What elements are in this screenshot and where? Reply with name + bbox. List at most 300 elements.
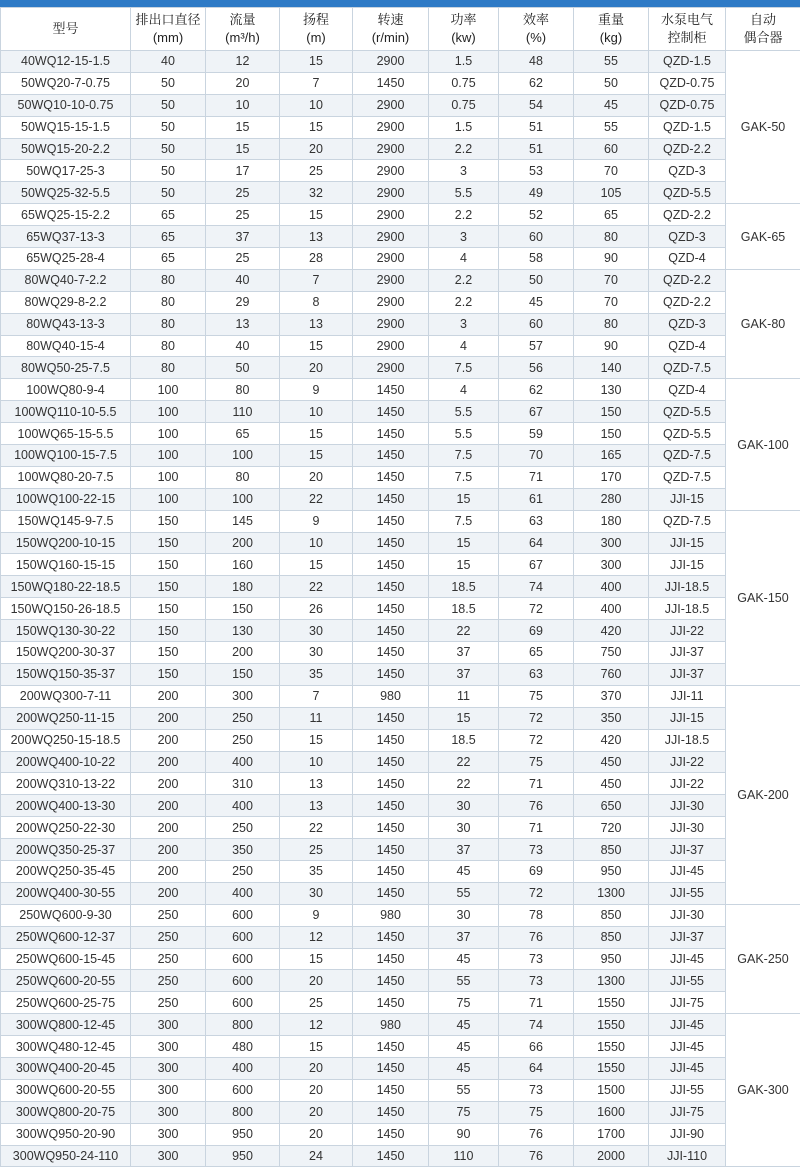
cabinet-cell: JJI-22	[649, 751, 726, 773]
table-row	[1, 1079, 800, 1101]
efficiency-cell: 72	[499, 707, 574, 729]
efficiency-cell: 73	[499, 948, 574, 970]
table-row	[1, 554, 800, 576]
efficiency-cell: 73	[499, 1079, 574, 1101]
weight-cell: 150	[574, 401, 649, 423]
speed-cell: 1450	[353, 379, 429, 401]
cabinet-cell: QZD-2.2	[649, 138, 726, 160]
speed-cell: 1450	[353, 707, 429, 729]
model-cell: 150WQ180-22-18.5	[1, 576, 131, 598]
cabinet-cell: QZD-1.5	[649, 51, 726, 73]
cabinet-cell: QZD-5.5	[649, 423, 726, 445]
efficiency-cell: 45	[499, 291, 574, 313]
efficiency-cell: 52	[499, 204, 574, 226]
model-cell: 300WQ600-20-55	[1, 1079, 131, 1101]
diameter-cell: 100	[131, 466, 206, 488]
cabinet-cell: QZD-2.2	[649, 291, 726, 313]
efficiency-cell: 70	[499, 445, 574, 467]
flow-cell: 40	[206, 335, 280, 357]
power-cell: 5.5	[429, 401, 499, 423]
table-header-row	[1, 8, 800, 51]
weight-cell: 720	[574, 817, 649, 839]
flow-cell: 15	[206, 138, 280, 160]
head-cell: 9	[280, 904, 353, 926]
model-cell: 50WQ20-7-0.75	[1, 72, 131, 94]
power-cell: 0.75	[429, 72, 499, 94]
model-cell: 200WQ400-10-22	[1, 751, 131, 773]
speed-cell: 2900	[353, 94, 429, 116]
head-cell: 26	[280, 598, 353, 620]
table-row	[1, 970, 800, 992]
flow-cell: 300	[206, 685, 280, 707]
pump-spec-table	[0, 7, 800, 1167]
table-row	[1, 488, 800, 510]
flow-cell: 80	[206, 466, 280, 488]
power-cell: 2.2	[429, 269, 499, 291]
diameter-cell: 150	[131, 510, 206, 532]
speed-cell: 1450	[353, 860, 429, 882]
table-row	[1, 466, 800, 488]
table-row	[1, 248, 800, 270]
speed-cell: 1450	[353, 445, 429, 467]
speed-cell: 2900	[353, 51, 429, 73]
speed-cell: 1450	[353, 926, 429, 948]
flow-cell: 800	[206, 1101, 280, 1123]
column-header	[353, 8, 429, 51]
column-header-line2: (m³/h)	[206, 29, 279, 47]
power-cell: 3	[429, 226, 499, 248]
flow-cell: 250	[206, 817, 280, 839]
weight-cell: 105	[574, 182, 649, 204]
weight-cell: 400	[574, 598, 649, 620]
table-row	[1, 313, 800, 335]
model-cell: 200WQ250-35-45	[1, 860, 131, 882]
flow-cell: 150	[206, 663, 280, 685]
cabinet-cell: JJI-15	[649, 532, 726, 554]
diameter-cell: 200	[131, 773, 206, 795]
flow-cell: 25	[206, 248, 280, 270]
speed-cell: 1450	[353, 620, 429, 642]
diameter-cell: 300	[131, 1101, 206, 1123]
cabinet-cell: JJI-37	[649, 642, 726, 664]
model-cell: 300WQ800-12-45	[1, 1014, 131, 1036]
weight-cell: 950	[574, 948, 649, 970]
diameter-cell: 150	[131, 576, 206, 598]
model-cell: 200WQ350-25-37	[1, 839, 131, 861]
cabinet-cell: QZD-3	[649, 160, 726, 182]
model-cell: 50WQ25-32-5.5	[1, 182, 131, 204]
speed-cell: 2900	[353, 357, 429, 379]
model-cell: 200WQ250-11-15	[1, 707, 131, 729]
efficiency-cell: 71	[499, 817, 574, 839]
weight-cell: 1550	[574, 1057, 649, 1079]
cabinet-cell: QZD-0.75	[649, 94, 726, 116]
table-row	[1, 707, 800, 729]
table-row	[1, 751, 800, 773]
weight-cell: 1550	[574, 992, 649, 1014]
efficiency-cell: 64	[499, 532, 574, 554]
head-cell: 15	[280, 423, 353, 445]
flow-cell: 12	[206, 51, 280, 73]
head-cell: 30	[280, 882, 353, 904]
head-cell: 7	[280, 72, 353, 94]
table-row	[1, 291, 800, 313]
speed-cell: 2900	[353, 116, 429, 138]
model-cell: 100WQ100-15-7.5	[1, 445, 131, 467]
head-cell: 10	[280, 94, 353, 116]
efficiency-cell: 63	[499, 663, 574, 685]
power-cell: 90	[429, 1123, 499, 1145]
weight-cell: 1550	[574, 1036, 649, 1058]
flow-cell: 800	[206, 1014, 280, 1036]
head-cell: 13	[280, 795, 353, 817]
power-cell: 45	[429, 1057, 499, 1079]
efficiency-cell: 54	[499, 94, 574, 116]
head-cell: 25	[280, 839, 353, 861]
power-cell: 15	[429, 554, 499, 576]
cabinet-cell: JJI-18.5	[649, 729, 726, 751]
diameter-cell: 150	[131, 642, 206, 664]
weight-cell: 1300	[574, 970, 649, 992]
cabinet-cell: JJI-30	[649, 904, 726, 926]
head-cell: 20	[280, 1101, 353, 1123]
weight-cell: 55	[574, 51, 649, 73]
speed-cell: 980	[353, 1014, 429, 1036]
column-header-line1: 转速	[353, 11, 428, 29]
efficiency-cell: 71	[499, 773, 574, 795]
table-row	[1, 1101, 800, 1123]
model-cell: 100WQ110-10-5.5	[1, 401, 131, 423]
efficiency-cell: 76	[499, 1123, 574, 1145]
speed-cell: 1450	[353, 554, 429, 576]
table-row	[1, 992, 800, 1014]
table-row	[1, 904, 800, 926]
efficiency-cell: 69	[499, 860, 574, 882]
weight-cell: 400	[574, 576, 649, 598]
cabinet-cell: QZD-7.5	[649, 445, 726, 467]
table-row	[1, 182, 800, 204]
head-cell: 30	[280, 642, 353, 664]
flow-cell: 350	[206, 839, 280, 861]
table-row	[1, 160, 800, 182]
diameter-cell: 65	[131, 204, 206, 226]
power-cell: 22	[429, 751, 499, 773]
weight-cell: 45	[574, 94, 649, 116]
table-row	[1, 226, 800, 248]
diameter-cell: 80	[131, 313, 206, 335]
cabinet-cell: QZD-4	[649, 379, 726, 401]
column-header	[726, 8, 800, 51]
model-cell: 250WQ600-9-30	[1, 904, 131, 926]
cabinet-cell: QZD-7.5	[649, 357, 726, 379]
model-cell: 100WQ65-15-5.5	[1, 423, 131, 445]
efficiency-cell: 62	[499, 72, 574, 94]
cabinet-cell: JJI-37	[649, 926, 726, 948]
table-row	[1, 817, 800, 839]
flow-cell: 80	[206, 379, 280, 401]
table-row	[1, 335, 800, 357]
cabinet-cell: JJI-45	[649, 860, 726, 882]
diameter-cell: 250	[131, 992, 206, 1014]
efficiency-cell: 57	[499, 335, 574, 357]
table-row	[1, 94, 800, 116]
flow-cell: 130	[206, 620, 280, 642]
cabinet-cell: JJI-15	[649, 488, 726, 510]
weight-cell: 180	[574, 510, 649, 532]
weight-cell: 1600	[574, 1101, 649, 1123]
head-cell: 15	[280, 554, 353, 576]
head-cell: 8	[280, 291, 353, 313]
diameter-cell: 80	[131, 291, 206, 313]
weight-cell: 90	[574, 248, 649, 270]
cabinet-cell: QZD-0.75	[649, 72, 726, 94]
table-row	[1, 663, 800, 685]
head-cell: 13	[280, 313, 353, 335]
cabinet-cell: QZD-5.5	[649, 401, 726, 423]
table-row	[1, 642, 800, 664]
head-cell: 22	[280, 817, 353, 839]
cabinet-cell: JJI-55	[649, 882, 726, 904]
cabinet-cell: JJI-45	[649, 1014, 726, 1036]
column-header	[131, 8, 206, 51]
flow-cell: 100	[206, 445, 280, 467]
power-cell: 7.5	[429, 445, 499, 467]
head-cell: 15	[280, 335, 353, 357]
flow-cell: 40	[206, 269, 280, 291]
head-cell: 25	[280, 160, 353, 182]
speed-cell: 1450	[353, 1101, 429, 1123]
model-cell: 300WQ950-24-110	[1, 1145, 131, 1167]
model-cell: 50WQ15-20-2.2	[1, 138, 131, 160]
power-cell: 22	[429, 620, 499, 642]
model-cell: 100WQ80-20-7.5	[1, 466, 131, 488]
speed-cell: 1450	[353, 1123, 429, 1145]
table-row	[1, 532, 800, 554]
diameter-cell: 250	[131, 970, 206, 992]
power-cell: 1.5	[429, 116, 499, 138]
diameter-cell: 200	[131, 795, 206, 817]
speed-cell: 1450	[353, 1145, 429, 1167]
column-header-line1: 效率	[499, 11, 573, 29]
power-cell: 37	[429, 663, 499, 685]
speed-cell: 1450	[353, 882, 429, 904]
column-header-line2: (m)	[280, 29, 352, 47]
cabinet-cell: QZD-5.5	[649, 182, 726, 204]
head-cell: 9	[280, 379, 353, 401]
efficiency-cell: 71	[499, 992, 574, 1014]
diameter-cell: 50	[131, 72, 206, 94]
table-row	[1, 839, 800, 861]
diameter-cell: 200	[131, 860, 206, 882]
efficiency-cell: 60	[499, 226, 574, 248]
efficiency-cell: 58	[499, 248, 574, 270]
diameter-cell: 200	[131, 751, 206, 773]
speed-cell: 980	[353, 904, 429, 926]
weight-cell: 60	[574, 138, 649, 160]
weight-cell: 300	[574, 554, 649, 576]
flow-cell: 250	[206, 860, 280, 882]
speed-cell: 1450	[353, 598, 429, 620]
model-cell: 300WQ480-12-45	[1, 1036, 131, 1058]
flow-cell: 600	[206, 926, 280, 948]
speed-cell: 1450	[353, 1036, 429, 1058]
cabinet-cell: JJI-55	[649, 1079, 726, 1101]
power-cell: 1.5	[429, 51, 499, 73]
power-cell: 75	[429, 1101, 499, 1123]
head-cell: 20	[280, 138, 353, 160]
table-row	[1, 926, 800, 948]
speed-cell: 1450	[353, 576, 429, 598]
flow-cell: 400	[206, 1057, 280, 1079]
model-cell: 80WQ50-25-7.5	[1, 357, 131, 379]
column-header-line1: 排出口直径	[131, 11, 205, 29]
table-row	[1, 423, 800, 445]
weight-cell: 80	[574, 226, 649, 248]
power-cell: 30	[429, 795, 499, 817]
power-cell: 3	[429, 313, 499, 335]
power-cell: 2.2	[429, 204, 499, 226]
speed-cell: 2900	[353, 248, 429, 270]
flow-cell: 50	[206, 357, 280, 379]
model-cell: 250WQ600-12-37	[1, 926, 131, 948]
efficiency-cell: 59	[499, 423, 574, 445]
speed-cell: 1450	[353, 663, 429, 685]
head-cell: 7	[280, 269, 353, 291]
head-cell: 22	[280, 576, 353, 598]
coupler-group-cell: GAK-50	[726, 51, 800, 204]
speed-cell: 1450	[353, 532, 429, 554]
model-cell: 65WQ25-15-2.2	[1, 204, 131, 226]
weight-cell: 2000	[574, 1145, 649, 1167]
model-cell: 80WQ29-8-2.2	[1, 291, 131, 313]
weight-cell: 1300	[574, 882, 649, 904]
weight-cell: 850	[574, 926, 649, 948]
column-header-line1: 功率	[429, 11, 498, 29]
diameter-cell: 100	[131, 401, 206, 423]
diameter-cell: 150	[131, 663, 206, 685]
flow-cell: 100	[206, 488, 280, 510]
table-row	[1, 357, 800, 379]
efficiency-cell: 72	[499, 598, 574, 620]
weight-cell: 760	[574, 663, 649, 685]
head-cell: 35	[280, 860, 353, 882]
head-cell: 20	[280, 970, 353, 992]
speed-cell: 1450	[353, 466, 429, 488]
table-row	[1, 882, 800, 904]
weight-cell: 1700	[574, 1123, 649, 1145]
efficiency-cell: 71	[499, 466, 574, 488]
speed-cell: 2900	[353, 226, 429, 248]
flow-cell: 160	[206, 554, 280, 576]
diameter-cell: 200	[131, 839, 206, 861]
column-header	[499, 8, 574, 51]
column-header	[206, 8, 280, 51]
cabinet-cell: QZD-4	[649, 248, 726, 270]
power-cell: 22	[429, 773, 499, 795]
column-header-line1: 自动	[726, 11, 800, 29]
table-row	[1, 204, 800, 226]
weight-cell: 950	[574, 860, 649, 882]
speed-cell: 2900	[353, 138, 429, 160]
diameter-cell: 50	[131, 138, 206, 160]
weight-cell: 90	[574, 335, 649, 357]
efficiency-cell: 51	[499, 138, 574, 160]
power-cell: 7.5	[429, 466, 499, 488]
head-cell: 10	[280, 401, 353, 423]
model-cell: 80WQ40-15-4	[1, 335, 131, 357]
diameter-cell: 150	[131, 598, 206, 620]
head-cell: 13	[280, 773, 353, 795]
efficiency-cell: 73	[499, 970, 574, 992]
speed-cell: 1450	[353, 970, 429, 992]
efficiency-cell: 56	[499, 357, 574, 379]
diameter-cell: 300	[131, 1014, 206, 1036]
diameter-cell: 80	[131, 269, 206, 291]
efficiency-cell: 50	[499, 269, 574, 291]
efficiency-cell: 61	[499, 488, 574, 510]
power-cell: 75	[429, 992, 499, 1014]
speed-cell: 1450	[353, 729, 429, 751]
diameter-cell: 300	[131, 1057, 206, 1079]
cabinet-cell: JJI-37	[649, 839, 726, 861]
coupler-group-cell: GAK-200	[726, 685, 800, 904]
head-cell: 28	[280, 248, 353, 270]
model-cell: 250WQ600-15-45	[1, 948, 131, 970]
column-header	[649, 8, 726, 51]
weight-cell: 50	[574, 72, 649, 94]
table-row	[1, 138, 800, 160]
flow-cell: 150	[206, 598, 280, 620]
table-row	[1, 1014, 800, 1036]
diameter-cell: 200	[131, 685, 206, 707]
column-header	[574, 8, 649, 51]
speed-cell: 1450	[353, 510, 429, 532]
flow-cell: 480	[206, 1036, 280, 1058]
flow-cell: 65	[206, 423, 280, 445]
efficiency-cell: 72	[499, 729, 574, 751]
weight-cell: 420	[574, 620, 649, 642]
flow-cell: 37	[206, 226, 280, 248]
weight-cell: 750	[574, 642, 649, 664]
column-header-line2: (%)	[499, 29, 573, 47]
power-cell: 4	[429, 379, 499, 401]
flow-cell: 250	[206, 729, 280, 751]
model-cell: 50WQ17-25-3	[1, 160, 131, 182]
power-cell: 7.5	[429, 357, 499, 379]
efficiency-cell: 75	[499, 685, 574, 707]
weight-cell: 170	[574, 466, 649, 488]
column-header	[1, 8, 131, 51]
flow-cell: 600	[206, 992, 280, 1014]
flow-cell: 25	[206, 182, 280, 204]
pump-table-body	[1, 51, 800, 1167]
table-row	[1, 1123, 800, 1145]
flow-cell: 200	[206, 642, 280, 664]
table-row	[1, 576, 800, 598]
cabinet-cell: QZD-3	[649, 226, 726, 248]
diameter-cell: 300	[131, 1036, 206, 1058]
flow-cell: 200	[206, 532, 280, 554]
power-cell: 45	[429, 948, 499, 970]
weight-cell: 70	[574, 269, 649, 291]
efficiency-cell: 78	[499, 904, 574, 926]
head-cell: 15	[280, 948, 353, 970]
column-header-line2: 偶合器	[726, 29, 800, 47]
cabinet-cell: JJI-22	[649, 773, 726, 795]
weight-cell: 850	[574, 839, 649, 861]
efficiency-cell: 66	[499, 1036, 574, 1058]
efficiency-cell: 60	[499, 313, 574, 335]
